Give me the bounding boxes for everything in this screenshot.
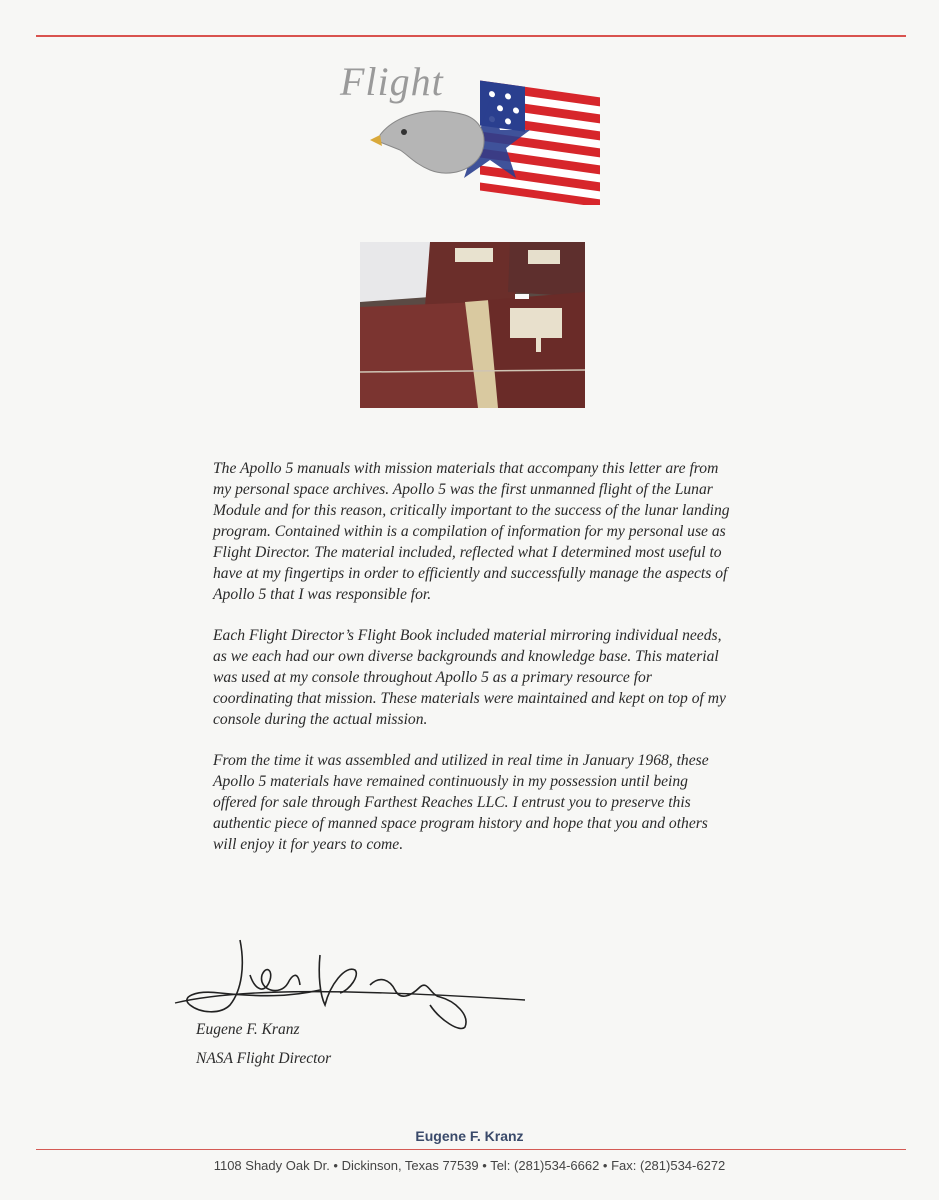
handwritten-signature xyxy=(170,935,530,1035)
footer-address: 1108 Shady Oak Dr. • Dickinson, Texas 77539 • Tel: (281)534-6662 • Fax: (281)534-6272 xyxy=(213,1158,726,1173)
letterhead-logo xyxy=(330,50,620,200)
signer-title: NASA Flight Director xyxy=(196,1050,332,1067)
manuals-photo xyxy=(360,242,585,408)
paragraph-1: The Apollo 5 manuals with mission materials that accompany this letter are from my personal space archives. Apollo 5 was the first unmanned flight of the Lunar Module and for this reason, critically important to the success of the lunar landing program. Contained within is a compilation of information for my personal use as Flight Director. The material included, reflected what I determined most useful to have at my fingertips in order to efficiently and successfully manage the aspects of Apollo 5 that I was responsible for. xyxy=(213,460,730,603)
signer-name: Eugene F. Kranz xyxy=(196,1021,300,1038)
paragraph-3: From the time it was assembled and utilized in real time in January 1968, these Apollo 5 materials have remained continuously in my possession until being offered for sale through Farthest Reaches LLC. I entrust you to preserve this authentic piece of manned space program history and hope that you and others will enjoy it for years to come. xyxy=(213,752,709,853)
footer-name: Eugene F. Kranz xyxy=(415,1128,524,1144)
logo-word: Flight xyxy=(340,59,444,104)
paragraph-2: Each Flight Director’s Flight Book included material mirroring individual needs, as we each had our own diverse backgrounds and knowledge base. This material was used at my console throughout Apollo 5 as a primary resource for coordinating that mission. These materials were maintained and kept on top of my console during the actual mission. xyxy=(213,627,726,728)
bottom-rule xyxy=(36,1149,906,1150)
top-rule xyxy=(36,35,906,37)
letter-body xyxy=(213,458,733,875)
